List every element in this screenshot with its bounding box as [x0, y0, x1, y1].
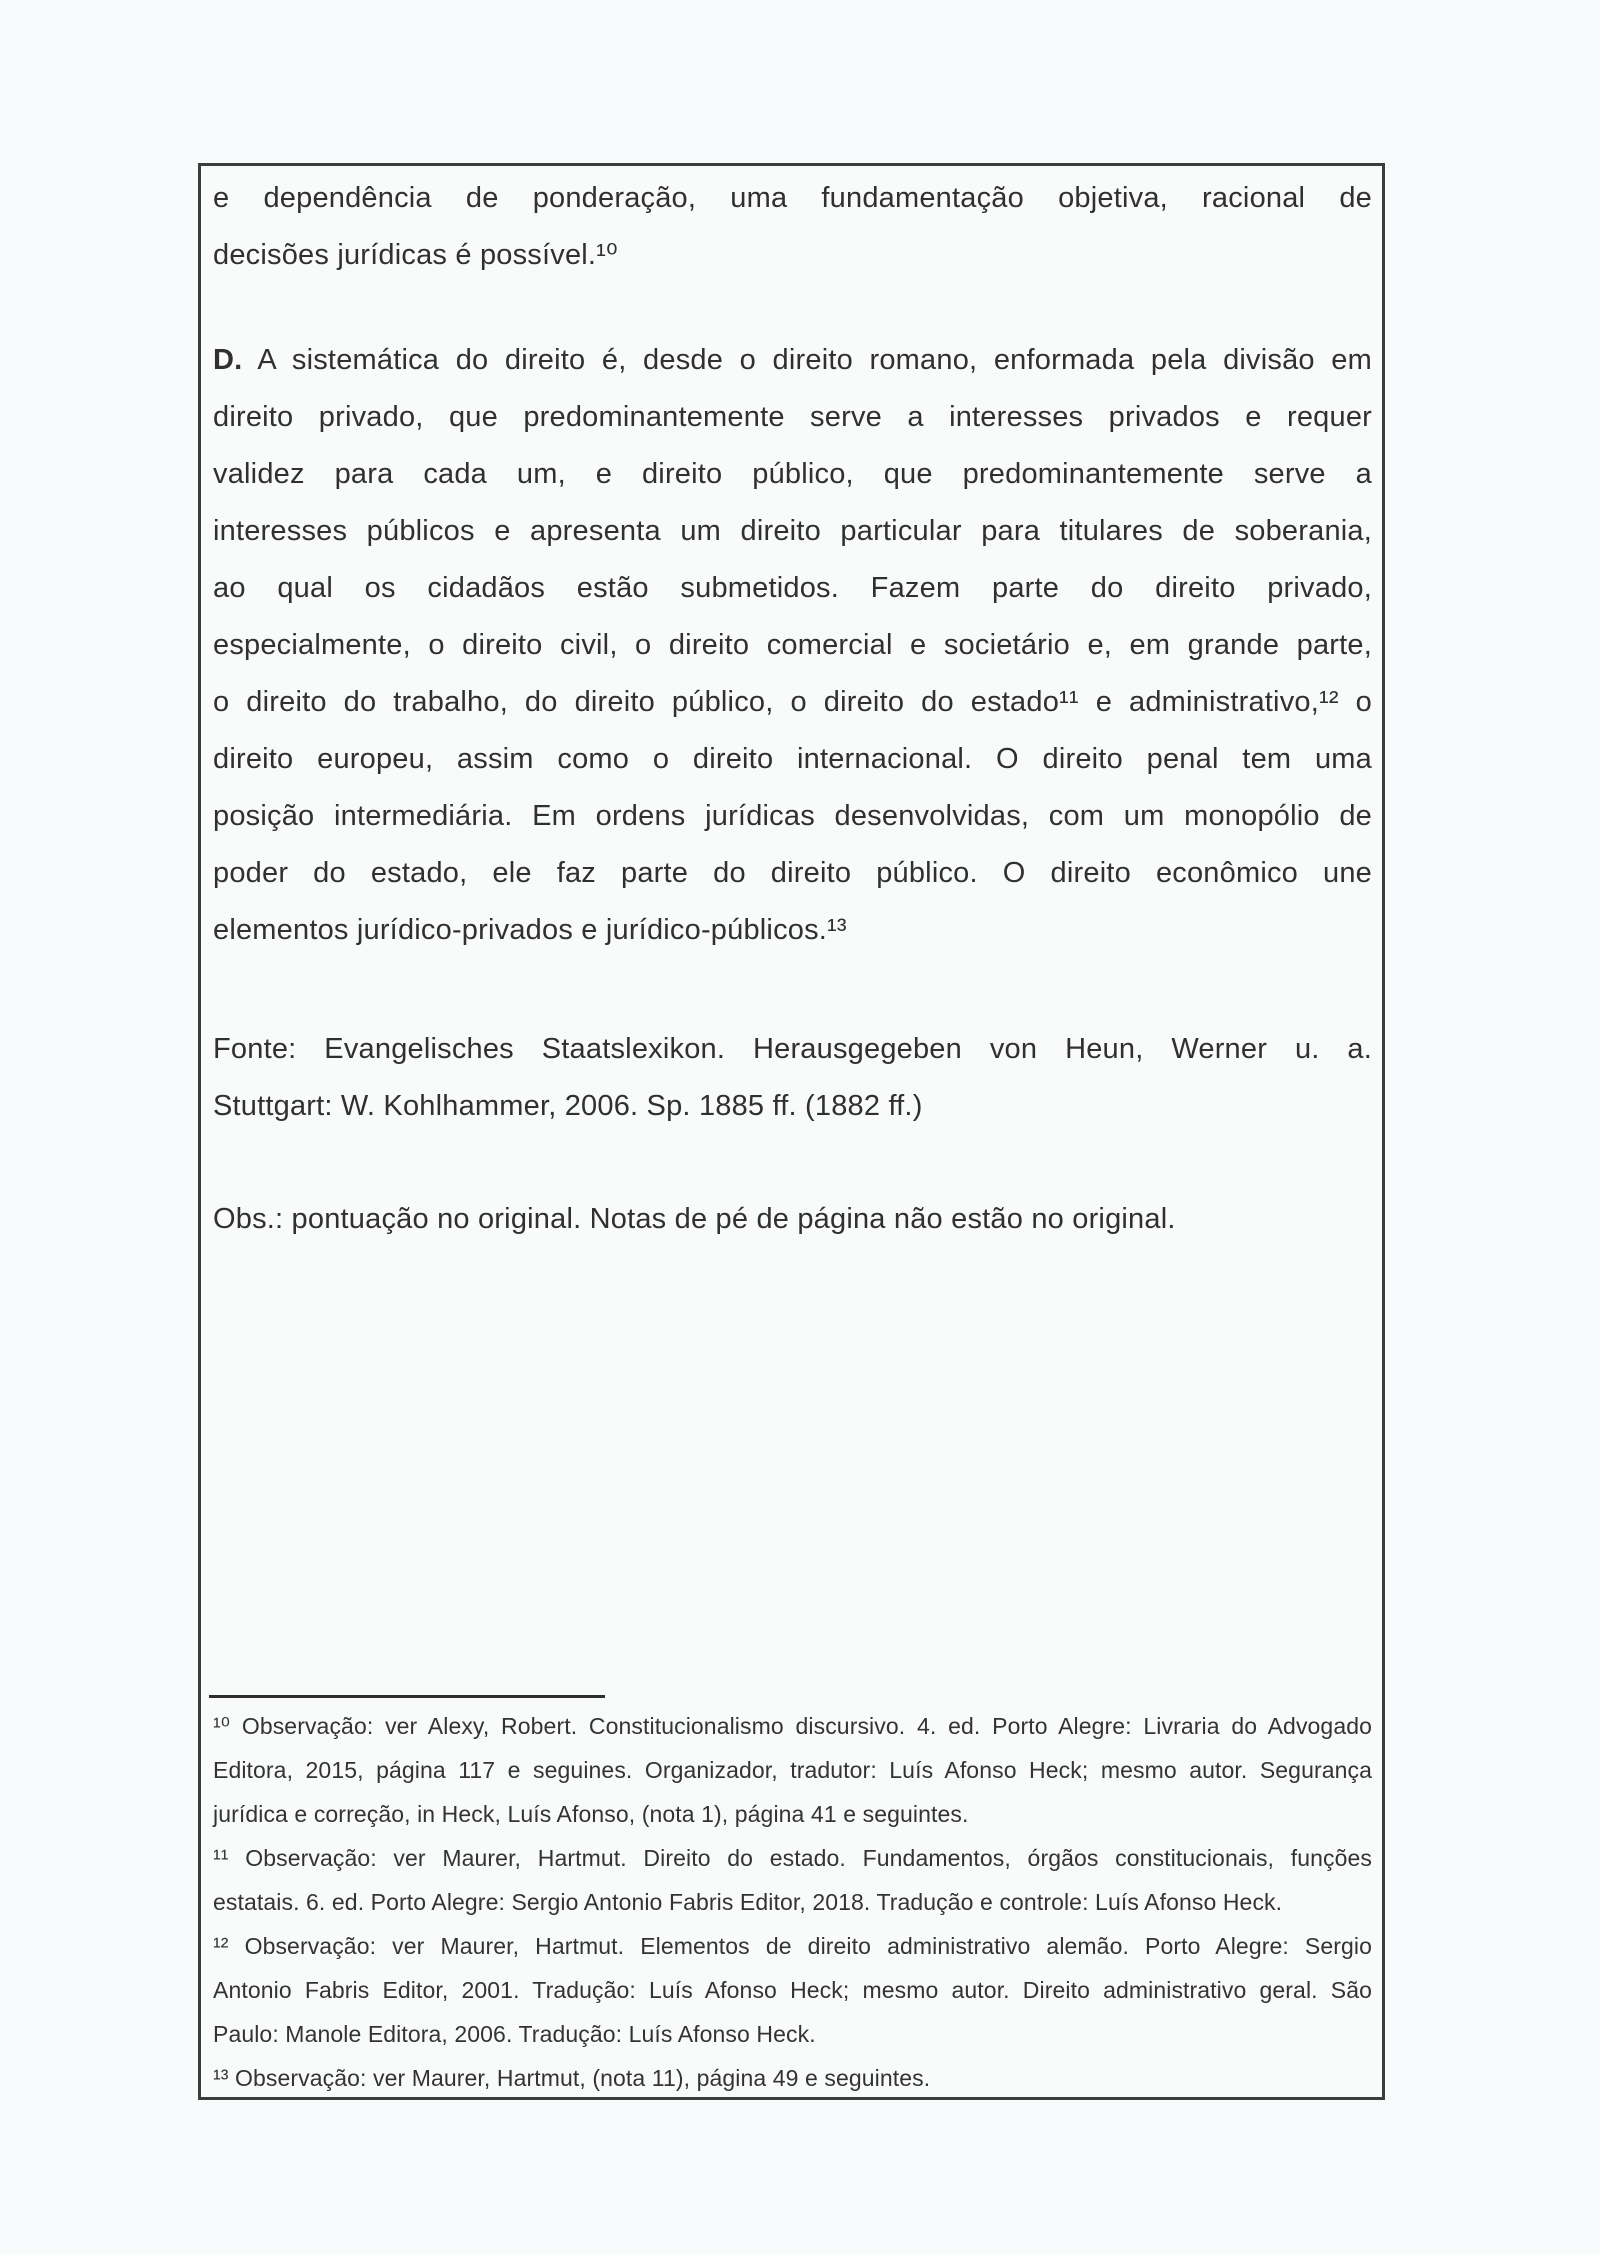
text-line: Stuttgart: W. Kohlhammer, 2006. Sp. 1885 ff. (1882 ff.)	[213, 1090, 923, 1122]
text-line: direito europeu, assim como o direito internacional. O direito penal tem uma	[213, 743, 1372, 775]
footnote-12	[213, 1924, 1372, 2056]
text-line: poder do estado, ele faz parte do direito público. O direito econômico une	[213, 857, 1372, 889]
text-line: interesses públicos e apresenta um direito particular para titulares de soberania,	[213, 515, 1372, 547]
footnote-separator	[209, 1695, 605, 1698]
text-line: Editora, 2015, página 117 e seguines. Organizador, tradutor: Luís Afonso Heck; mesmo autor. Segurança	[213, 1757, 1372, 1783]
document-frame	[198, 163, 1385, 2100]
text-line: o direito do trabalho, do direito público, o direito do estado¹¹ e administrativo,¹² o	[213, 686, 1372, 718]
bold-lead: D.	[213, 344, 243, 376]
footnote-13	[213, 2056, 1372, 2100]
text-line: D. A sistemática do direito é, desde o direito romano, enformada pela divisão em	[213, 344, 1372, 376]
text-line: elementos jurídico-privados e jurídico-públicos.¹³	[213, 914, 847, 946]
text-line: ao qual os cidadãos estão submetidos. Fazem parte do direito privado,	[213, 572, 1372, 604]
paragraph-intro	[213, 170, 1372, 284]
footnotes-section	[213, 1704, 1372, 2100]
text-line: decisões jurídicas é possível.¹⁰	[213, 239, 618, 271]
text-line: Antonio Fabris Editor, 2001. Tradução: Luís Afonso Heck; mesmo autor. Direito administrativo geral. São	[213, 1977, 1372, 2003]
text-line: ¹⁰ Observação: ver Alexy, Robert. Constitucionalismo discursivo. 4. ed. Porto Alegre: Livraria do Advogado	[213, 1713, 1372, 1739]
footnote-11	[213, 1836, 1372, 1924]
text-line: Paulo: Manole Editora, 2006. Tradução: Luís Afonso Heck.	[213, 2021, 816, 2047]
text-line: estatais. 6. ed. Porto Alegre: Sergio Antonio Fabris Editor, 2018. Tradução e controle: Luís Afonso Heck.	[213, 1889, 1283, 1915]
text-line: e dependência de ponderação, uma fundamentação objetiva, racional de	[213, 182, 1372, 214]
footnote-10	[213, 1704, 1372, 1836]
text-line: Obs.: pontuação no original. Notas de pé de página não estão no original.	[213, 1203, 1176, 1235]
paragraph-section-d	[213, 332, 1372, 959]
text-line: direito privado, que predominantemente serve a interesses privados e requer	[213, 401, 1372, 433]
text-line: validez para cada um, e direito público, que predominantemente serve a	[213, 458, 1372, 490]
text-line: Fonte: Evangelisches Staatslexikon. Herausgegeben von Heun, Werner u. a.	[213, 1033, 1372, 1065]
paragraph-source	[213, 1021, 1372, 1135]
text-line: posição intermediária. Em ordens jurídicas desenvolvidas, com um monopólio de	[213, 800, 1372, 832]
text-line: ¹² Observação: ver Maurer, Hartmut. Elementos de direito administrativo alemão. Porto Alegre: Sergio	[213, 1933, 1372, 1959]
text-line: especialmente, o direito civil, o direito comercial e societário e, em grande parte,	[213, 629, 1372, 661]
text-line: ¹³ Observação: ver Maurer, Hartmut, (nota 11), página 49 e seguintes.	[213, 2065, 931, 2091]
paragraph-observation	[213, 1191, 1372, 1248]
text-line: ¹¹ Observação: ver Maurer, Hartmut. Direito do estado. Fundamentos, órgãos constitucionais, funções	[213, 1845, 1372, 1871]
text-line: jurídica e correção, in Heck, Luís Afonso, (nota 1), página 41 e seguintes.	[213, 1801, 969, 1827]
